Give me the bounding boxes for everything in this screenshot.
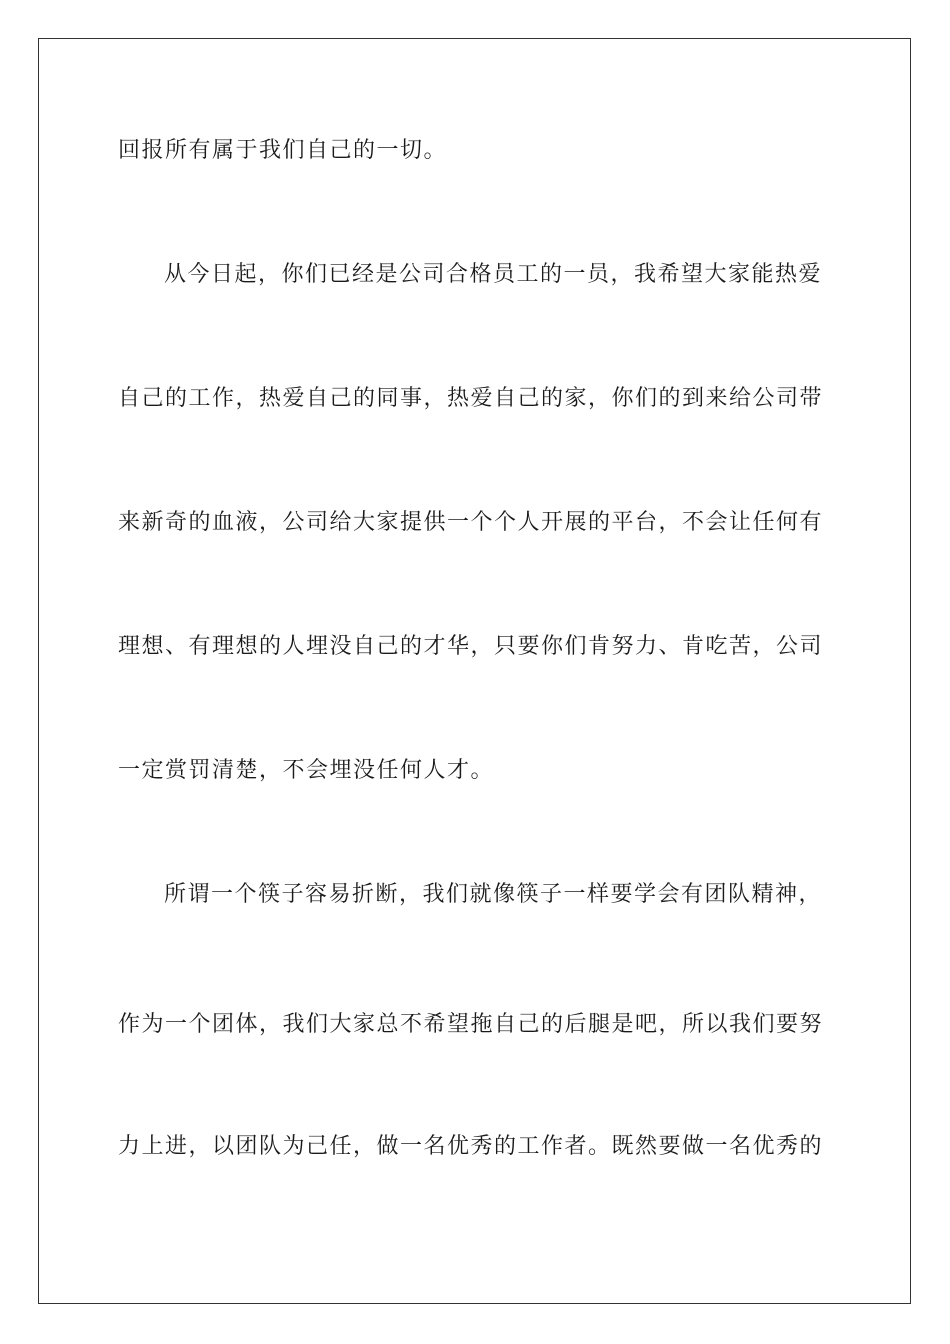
text-line-6: 一定赏罚清楚，不会埋没任何人才。 <box>118 758 495 783</box>
text-line-9: 力上进，以团队为己任，做一名优秀的工作者。既然要做一名优秀的 <box>118 1134 824 1159</box>
text-line-1: 回报所有属于我们自己的一切。 <box>118 138 448 163</box>
text-line-5: 理想、有理想的人埋没自己的才华，只要你们肯努力、肯吃苦，公司 <box>118 634 824 659</box>
text-line-4: 来新奇的血液，公司给大家提供一个个人开展的平台，不会让任何有 <box>118 510 824 535</box>
text-line-2: 从今日起，你们已经是公司合格员工的一员，我希望大家能热爱 <box>164 262 823 287</box>
text-line-8: 作为一个团体，我们大家总不希望拖自己的后腿是吧，所以我们要努 <box>118 1012 824 1037</box>
text-line-7: 所谓一个筷子容易折断，我们就像筷子一样要学会有团队精神， <box>164 882 823 907</box>
page-frame <box>38 38 911 1304</box>
text-line-3: 自己的工作，热爱自己的同事，热爱自己的家，你们的到来给公司带 <box>118 386 824 411</box>
